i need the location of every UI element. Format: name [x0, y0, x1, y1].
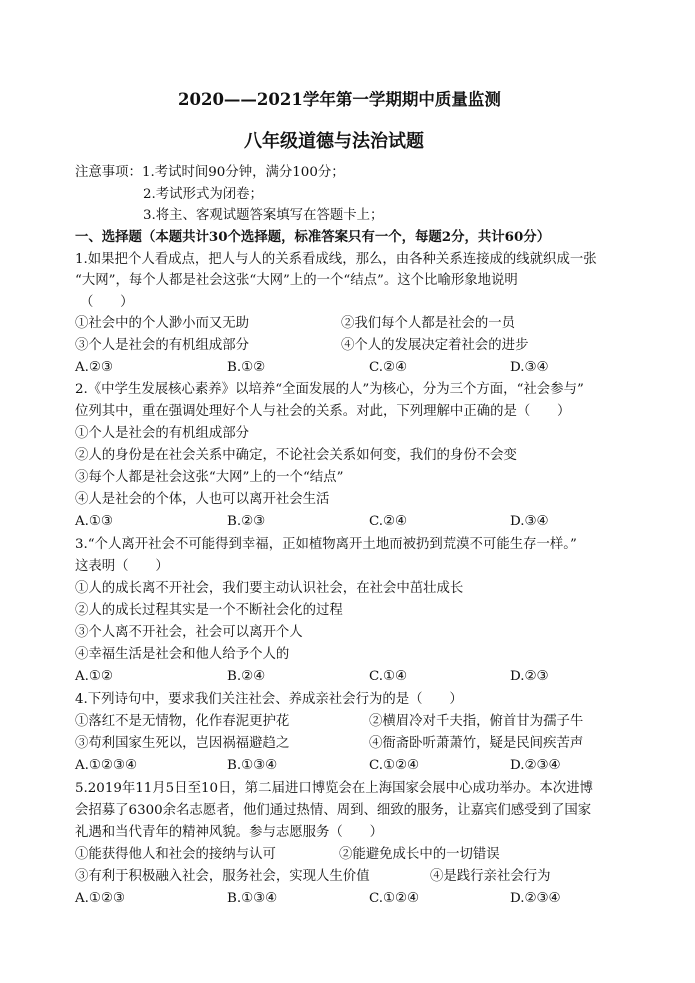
q2-statement: ②人的身份是在社会关系中确定，不论社会关系如何变，我们的身份不会变: [75, 448, 517, 463]
q4-option: B.①③④: [227, 758, 278, 773]
q4-statement: ④衙斋卧听萧萧竹，疑是民间疾苦声: [369, 736, 584, 751]
q4-text-line-1: 4.下列诗句中，要求我们关注社会、养成亲社会行为的是（ ）: [75, 692, 463, 707]
q2-option: A.①③: [75, 514, 113, 529]
q2-statement: ③每个人都是社会这张“大网”上的一个“结点”: [75, 470, 344, 485]
q2-text-line-2: 位列其中，重在强调处理好个人与社会的关系。对此，下列理解中正确的是（ ）: [75, 404, 571, 419]
q4-option: D.②③④: [510, 758, 561, 773]
q1-option: C.②④: [369, 360, 408, 375]
q1-text-line-2: “大网”，每个人都是社会这张“大网”上的一个“结点”。这个比喻形象地说明: [75, 273, 518, 288]
q3-option: B.②④: [227, 669, 266, 684]
notes-line-1: 注意事项：1.考试时间90分钟，满分100分；: [75, 165, 345, 180]
q5-option: B.①③④: [227, 891, 278, 906]
q5-option: D.②③④: [510, 891, 561, 906]
q5-statement: ②能避免成长中的一切错误: [339, 847, 500, 862]
section-heading: 一、选择题（本题共计30个选择题，标准答案只有一个，每题2分，共计60分）: [75, 229, 551, 245]
q4-statement-row-2: [75, 735, 635, 753]
q1-options: [75, 359, 635, 377]
q1-statement-row-1: [75, 315, 635, 333]
q3-option: A.①②: [75, 669, 113, 684]
q4-statement: ③苟利国家生死以，岂因祸福避趋之: [75, 736, 290, 751]
q3-statement: ④幸福生活是社会和他人给予个人的: [75, 647, 290, 662]
q1-statement: ②我们每个人都是社会的一员: [341, 316, 516, 331]
exam-title: 2020——2021学年第一学期期中质量监测: [178, 90, 501, 109]
q2-option: C.②④: [369, 514, 408, 529]
q5-text-line-3: 礼遇和当代青年的精神风貌。参与志愿服务（ ）: [75, 825, 383, 840]
q1-option: B.①②: [227, 360, 266, 375]
q5-text-line-1: 5.2019年11月5日至10日，第二届进口博览会在上海国家会展中心成功举办。本次进博: [75, 781, 593, 796]
q5-option: A.①②③: [75, 891, 125, 906]
q2-option: D.③④: [510, 514, 549, 529]
q1-text-line-1: 1.如果把个人看成点，把人与人的关系看成线，那么，由各种关系连接成的线就织成一张: [75, 252, 597, 267]
q3-text-line-1: 3.“个人离开社会不可能得到幸福，正如植物离开土地而被扔到荒漠不可能生存一样。”: [75, 537, 577, 552]
q4-option: A.①②③④: [75, 758, 137, 773]
q5-options: [75, 890, 635, 908]
q5-option: C.①②④: [369, 891, 420, 906]
q1-statement: ③个人是社会的有机组成部分: [75, 338, 250, 353]
q2-option: B.②③: [227, 514, 266, 529]
q1-statement-row-2: [75, 337, 635, 355]
q4-statement: ①落红不是无情物，化作春泥更护花: [75, 714, 290, 729]
q1-statement: ①社会中的个人渺小而又无助: [75, 316, 250, 331]
q5-statement-row-2: [75, 868, 635, 886]
q1-text-line-3: （ ）: [80, 295, 134, 310]
q2-statement: ④人是社会的个体，人也可以离开社会生活: [75, 492, 330, 507]
exam-subtitle: 八年级道德与法治试题: [244, 131, 424, 152]
q3-option: C.①④: [369, 669, 408, 684]
q1-statement: ④个人的发展决定着社会的进步: [341, 338, 529, 353]
q1-option: D.③④: [510, 360, 549, 375]
q5-text-line-2: 会招募了6300余名志愿者，他们通过热情、周到、细致的服务，让嘉宾们感受到了国家: [75, 803, 592, 818]
q3-statement: ①人的成长离不开社会，我们要主动认识社会，在社会中茁壮成长: [75, 581, 464, 596]
q4-statement: ②横眉冷对千夫指，俯首甘为孺子牛: [369, 714, 584, 729]
q4-statement-row-1: [75, 713, 635, 731]
q3-statement: ②人的成长过程其实是一个不断社会化的过程: [75, 603, 343, 618]
q5-statement: ④是践行亲社会行为: [430, 869, 551, 884]
q4-option: C.①②④: [369, 758, 420, 773]
q2-statement: ①个人是社会的有机组成部分: [75, 426, 250, 441]
q3-options: [75, 668, 635, 686]
q3-text-line-2: 这表明（ ）: [75, 559, 169, 574]
notes-line-3: 3.将主、客观试题答案填写在答题卡上；: [143, 208, 384, 223]
q5-statement-row-1: [75, 846, 635, 864]
q4-options: [75, 757, 635, 775]
q2-options: [75, 513, 635, 531]
q3-statement: ③个人离不开社会，社会可以离开个人: [75, 625, 303, 640]
q1-option: A.②③: [75, 360, 113, 375]
q5-statement: ①能获得他人和社会的接纳与认可: [75, 847, 276, 862]
q5-statement: ③有利于积极融入社会，服务社会，实现人生价值: [75, 869, 370, 884]
q2-text-line-1: 2.《中学生发展核心素养》以培养“全面发展的人”为核心，分为三个方面，“社会参与”: [75, 382, 584, 397]
notes-line-2: 2.考试形式为闭卷；: [143, 187, 263, 202]
q3-option: D.②③: [510, 669, 549, 684]
